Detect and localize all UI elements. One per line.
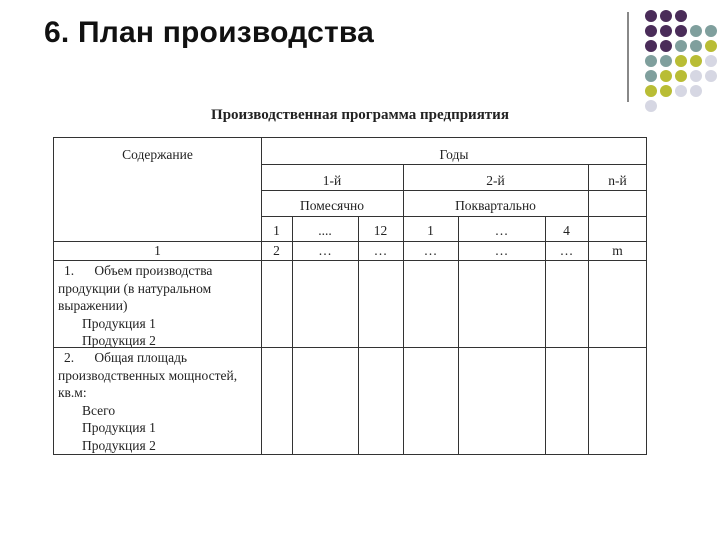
quarter-first: 1 bbox=[427, 223, 434, 238]
slide-title: 6. План производства bbox=[44, 16, 374, 49]
row-1-product-1: Продукция 1 bbox=[82, 315, 156, 331]
column-number-dots: … bbox=[318, 243, 332, 258]
row-2-total: Всего bbox=[82, 402, 116, 418]
header-year-1: 1-й bbox=[322, 173, 342, 188]
month-ellipsis: .... bbox=[318, 223, 332, 238]
row-2-label bbox=[58, 349, 237, 454]
row-1-line-3: выражении) bbox=[58, 298, 128, 313]
column-number-1: 1 bbox=[154, 243, 161, 258]
column-number-m: m bbox=[612, 243, 623, 258]
column-number-dots: … bbox=[373, 243, 388, 258]
row-2-line-2: производственных мощностей, bbox=[58, 367, 238, 383]
header-monthly: Помесячно bbox=[299, 198, 365, 213]
header-years: Годы bbox=[439, 147, 469, 162]
row-1-line-2: продукции (в натуральном bbox=[58, 280, 212, 296]
column-number-dots: … bbox=[494, 243, 509, 258]
month-first: 1 bbox=[273, 223, 280, 238]
column-number-2: 2 bbox=[273, 243, 280, 258]
row-1-line-1: 1. Объем производства bbox=[64, 263, 213, 278]
row-1-label bbox=[58, 262, 212, 350]
header-content: Содержание bbox=[122, 147, 193, 162]
quarter-last: 4 bbox=[563, 223, 570, 238]
row-2-line-3: кв.м: bbox=[58, 385, 87, 400]
row-2-product-1: Продукция 1 bbox=[82, 420, 156, 435]
header-year-2: 2-й bbox=[486, 173, 505, 188]
row-2-line-1: 2. Общая площадь bbox=[64, 350, 188, 365]
row-1-product-2: Продукция 2 bbox=[82, 333, 156, 348]
column-number-dots: … bbox=[423, 243, 438, 258]
table-title: Производственная программа предприятия bbox=[211, 107, 509, 123]
header-year-n: n-й bbox=[608, 173, 627, 188]
quarter-ellipsis: … bbox=[494, 223, 509, 238]
column-number-dots: … bbox=[559, 243, 574, 258]
header-quarterly: Поквартально bbox=[455, 198, 536, 213]
month-last: 12 bbox=[373, 223, 388, 238]
row-2-product-2: Продукция 2 bbox=[82, 437, 156, 453]
